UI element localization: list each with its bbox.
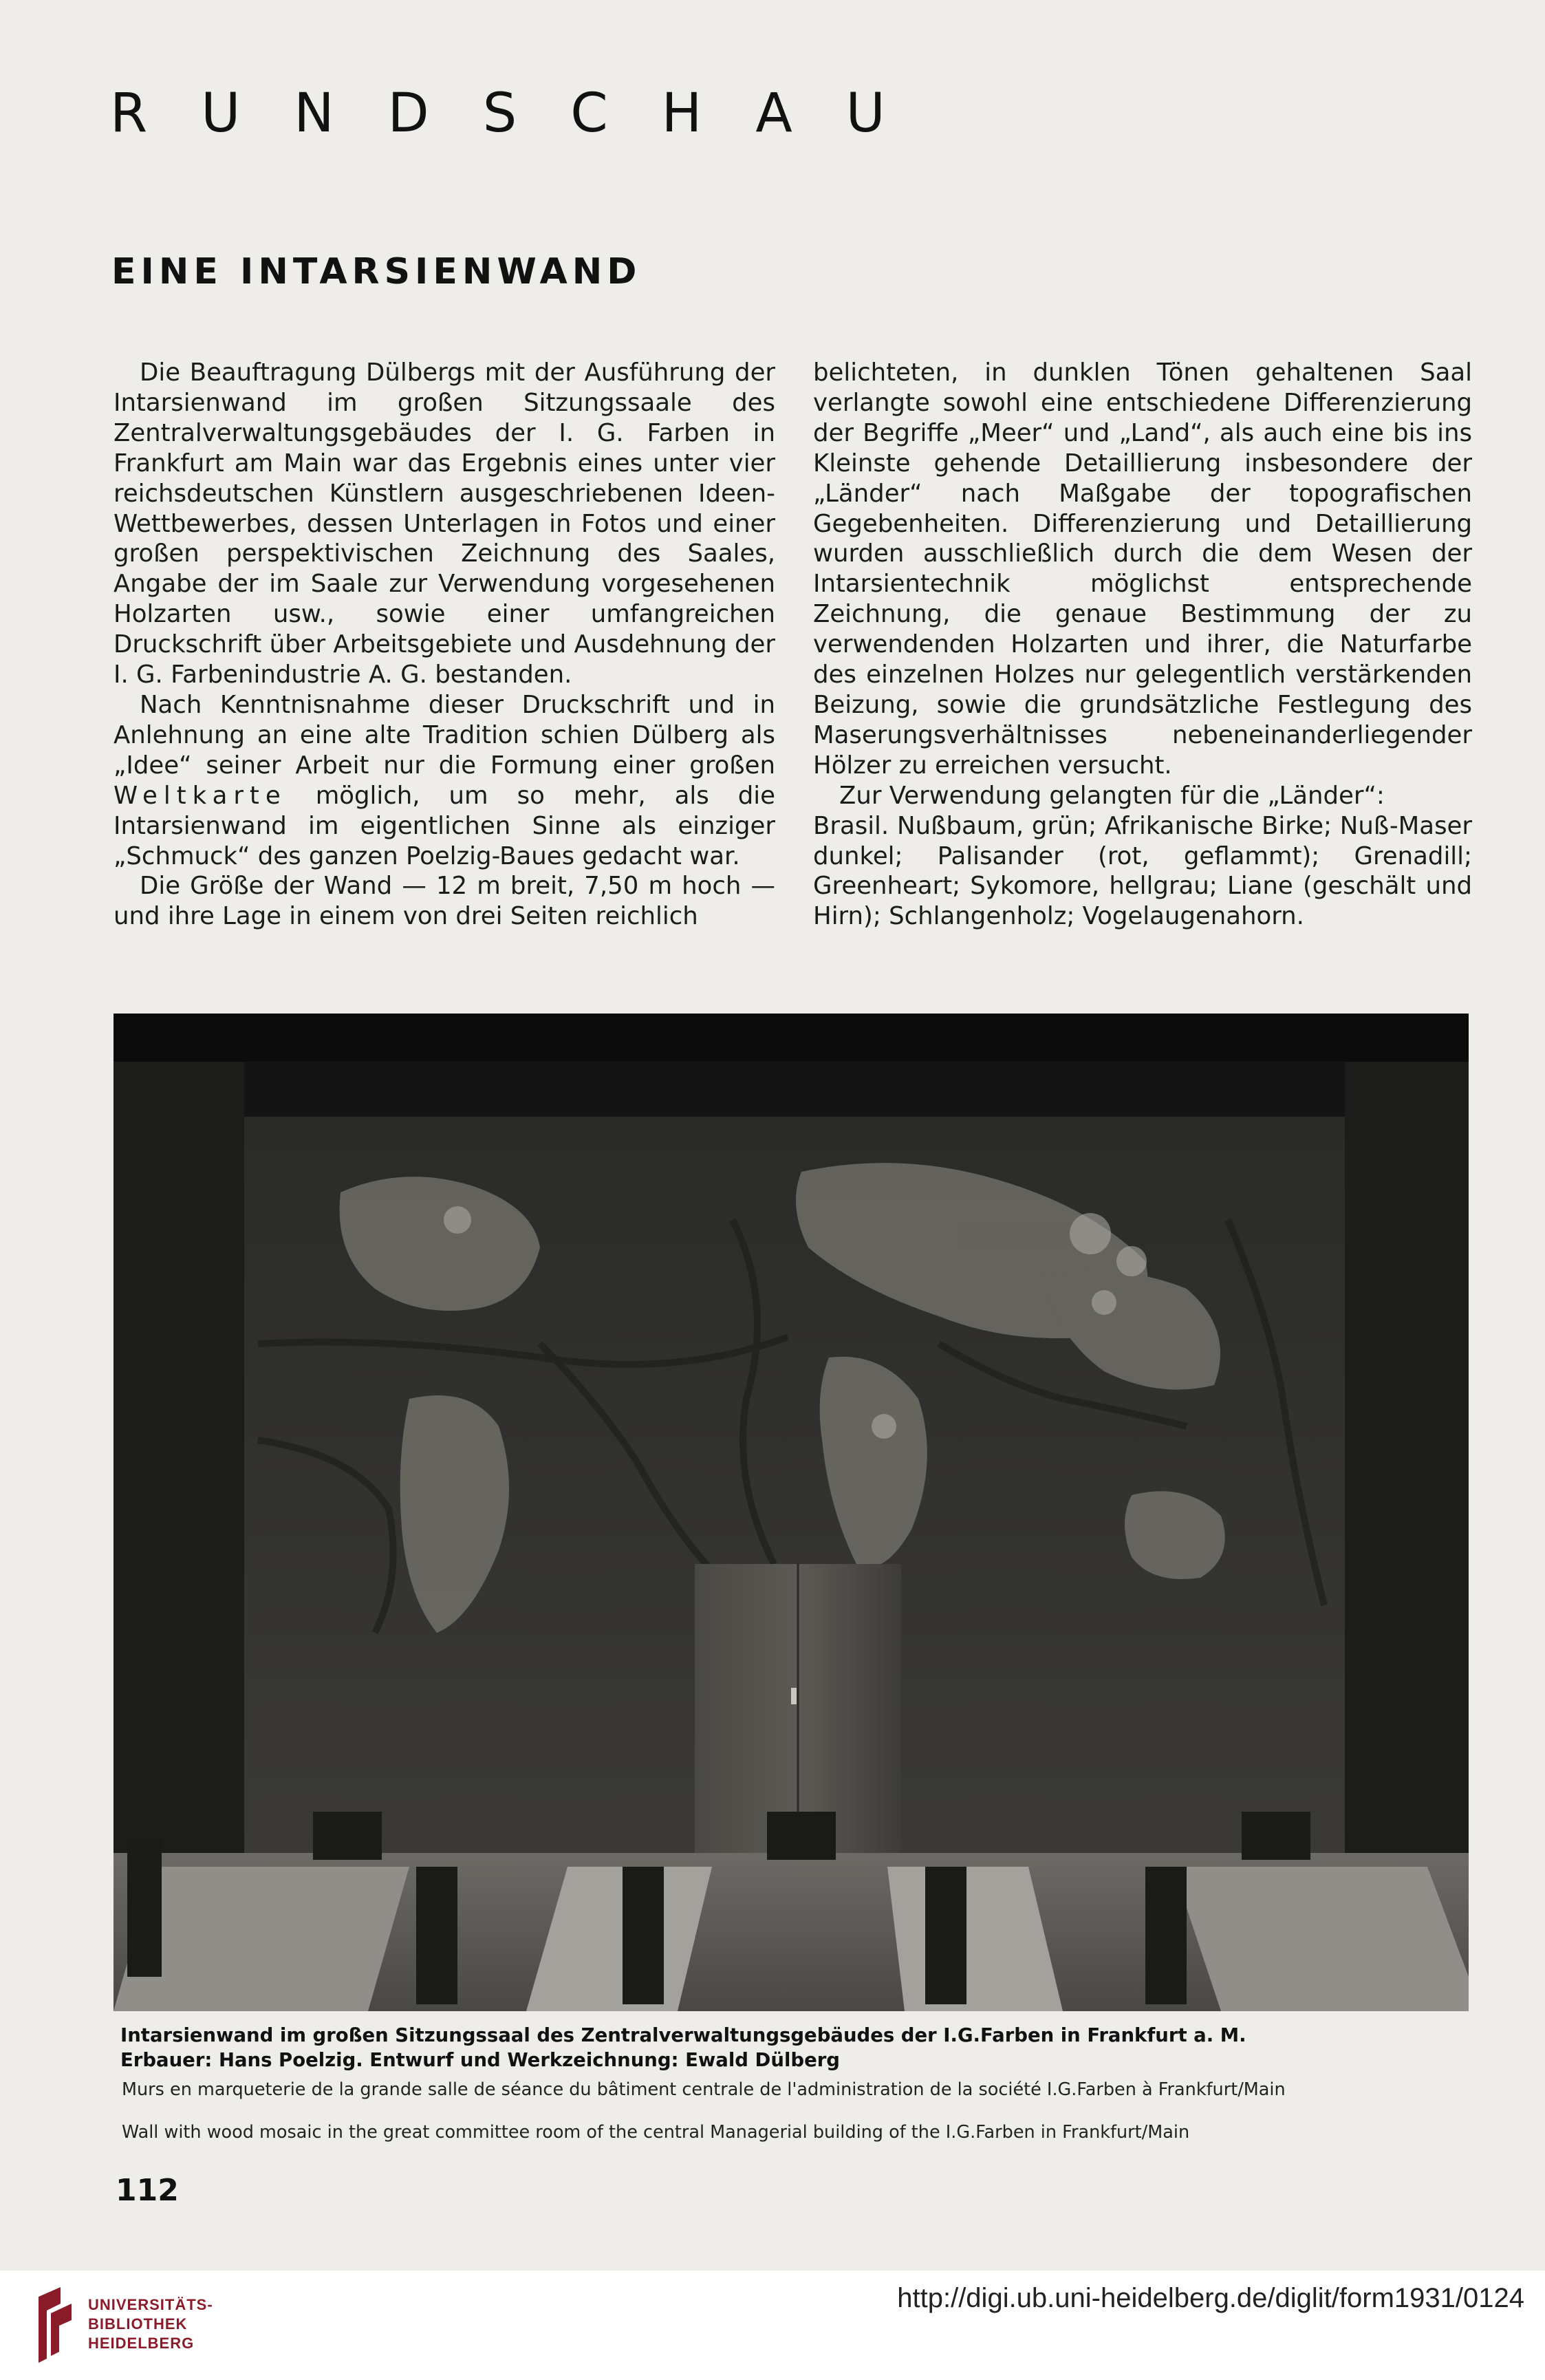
page-number: 112	[116, 2173, 179, 2208]
caption-french: Murs en marqueterie de la grande salle de séance du bâtiment centrale de l'administration de la société I.G.Farben à Frankfurt/Main	[122, 2079, 1286, 2100]
library-logo-icon[interactable]	[33, 2283, 77, 2366]
library-name-line: HEIDELBERG	[88, 2335, 195, 2352]
caption-line: Erbauer: Hans Poelzig. Entwurf und Werkzeichnung: Ewald Dülberg	[120, 2049, 840, 2071]
document-url-link[interactable]: http://digi.ub.uni-heidelberg.de/diglit/form1931/0124	[897, 2283, 1524, 2313]
article-title: EINE INTARSIENWAND	[111, 251, 642, 292]
paragraph	[114, 690, 775, 871]
paragraph: belichteten, in dunklen Tönen gehaltenen Saal verlangte sowohl eine entschiedene Differenzierung der Begriffe „Meer“ und „Land“, als auch eine bis ins Kleinste gehende Detaillierung insbesondere der „Länder“ nach Maßgabe der topografischen Gegebenheiten. Differenzierung und Detaillierung wurden ausschließlich durch die dem Wesen der Intarsientechnik möglichst entsprechende Zeichnung, die genaue Bestimmung der zu verwendenden Holzarten und ihrer, die Naturfarbe des einzelnen Holzes nur gelegentlich verstärkenden Beizung, sowie die grundsätzliche Festlegung des Maserungsverhältnisses nebeneinanderliegender Hölzer zu erreichen versucht.	[813, 358, 1472, 780]
paragraph: Zur Verwendung gelangten für die „Länder“:	[839, 781, 1385, 810]
section-title: RUNDSCHAU	[110, 83, 939, 144]
paragraph: Die Größe der Wand — 12 m breit, 7,50 m hoch — und ihre Lage in einem von drei Seiten reichlich	[114, 872, 775, 931]
photo-intarsia-wall	[114, 1014, 1469, 2011]
library-name-line: BIBLIOTHEK	[88, 2315, 188, 2333]
text-column-right	[813, 358, 1472, 932]
paragraph: Brasil. Nußbaum, grün; Afrikanische Birke; Nuß-Maser dunkel; Palisander (rot, geflammt); Grenadill; Greenheart; Sykomore, hellgrau; Liane (geschält und Hirn); Schlangenholz; Vogelaugenahorn.	[813, 811, 1472, 931]
caption-line: Intarsienwand im großen Sitzungssaal des Zentralverwaltungsgebäudes der I.G.Farben in Frankfurt a. M.	[120, 2024, 1246, 2046]
caption-german	[120, 2023, 1469, 2072]
photo-illustration	[114, 1014, 1469, 2011]
paragraph-text: Nach Kenntnisnahme dieser Druckschrift und in Anlehnung an eine alte Tradition schien Dülberg als „Idee“ seiner Arbeit nur die Formung einer großen	[114, 690, 775, 780]
library-name[interactable]	[88, 2295, 213, 2353]
text-column-left	[114, 358, 775, 932]
emphasized-word: Weltkarte	[114, 781, 287, 810]
caption-english: Wall with wood mosaic in the great committee room of the central Managerial building of the I.G.Farben in Frankfurt/Main	[122, 2122, 1190, 2143]
paragraph: Die Beauftragung Dülbergs mit der Ausführung der Intarsienwand im großen Sitzungssaale des Zentralverwaltungsgebäudes der I. G. Farben in Frankfurt am Main war das Ergebnis eines unter vier reichsdeutschen Künstlern ausgeschriebenen Ideen-Wettbewerbes, dessen Unterlagen in Fotos und einer großen perspektivischen Zeichnung des Saales, Angabe der im Saale zur Verwendung vorgesehenen Holzarten usw., sowie einer umfangreichen Druckschrift über Arbeitsgebiete und Ausdehnung der I. G. Farbenindustrie A. G. bestanden.	[114, 358, 775, 689]
library-name-line: UNIVERSITÄTS-	[88, 2296, 213, 2313]
paragraph-text: möglich, um so mehr, als die Intarsienwand im eigentlichen Sinne als einziger „Schmuck“ des ganzen Poelzig-Baues gedacht war.	[114, 781, 775, 870]
